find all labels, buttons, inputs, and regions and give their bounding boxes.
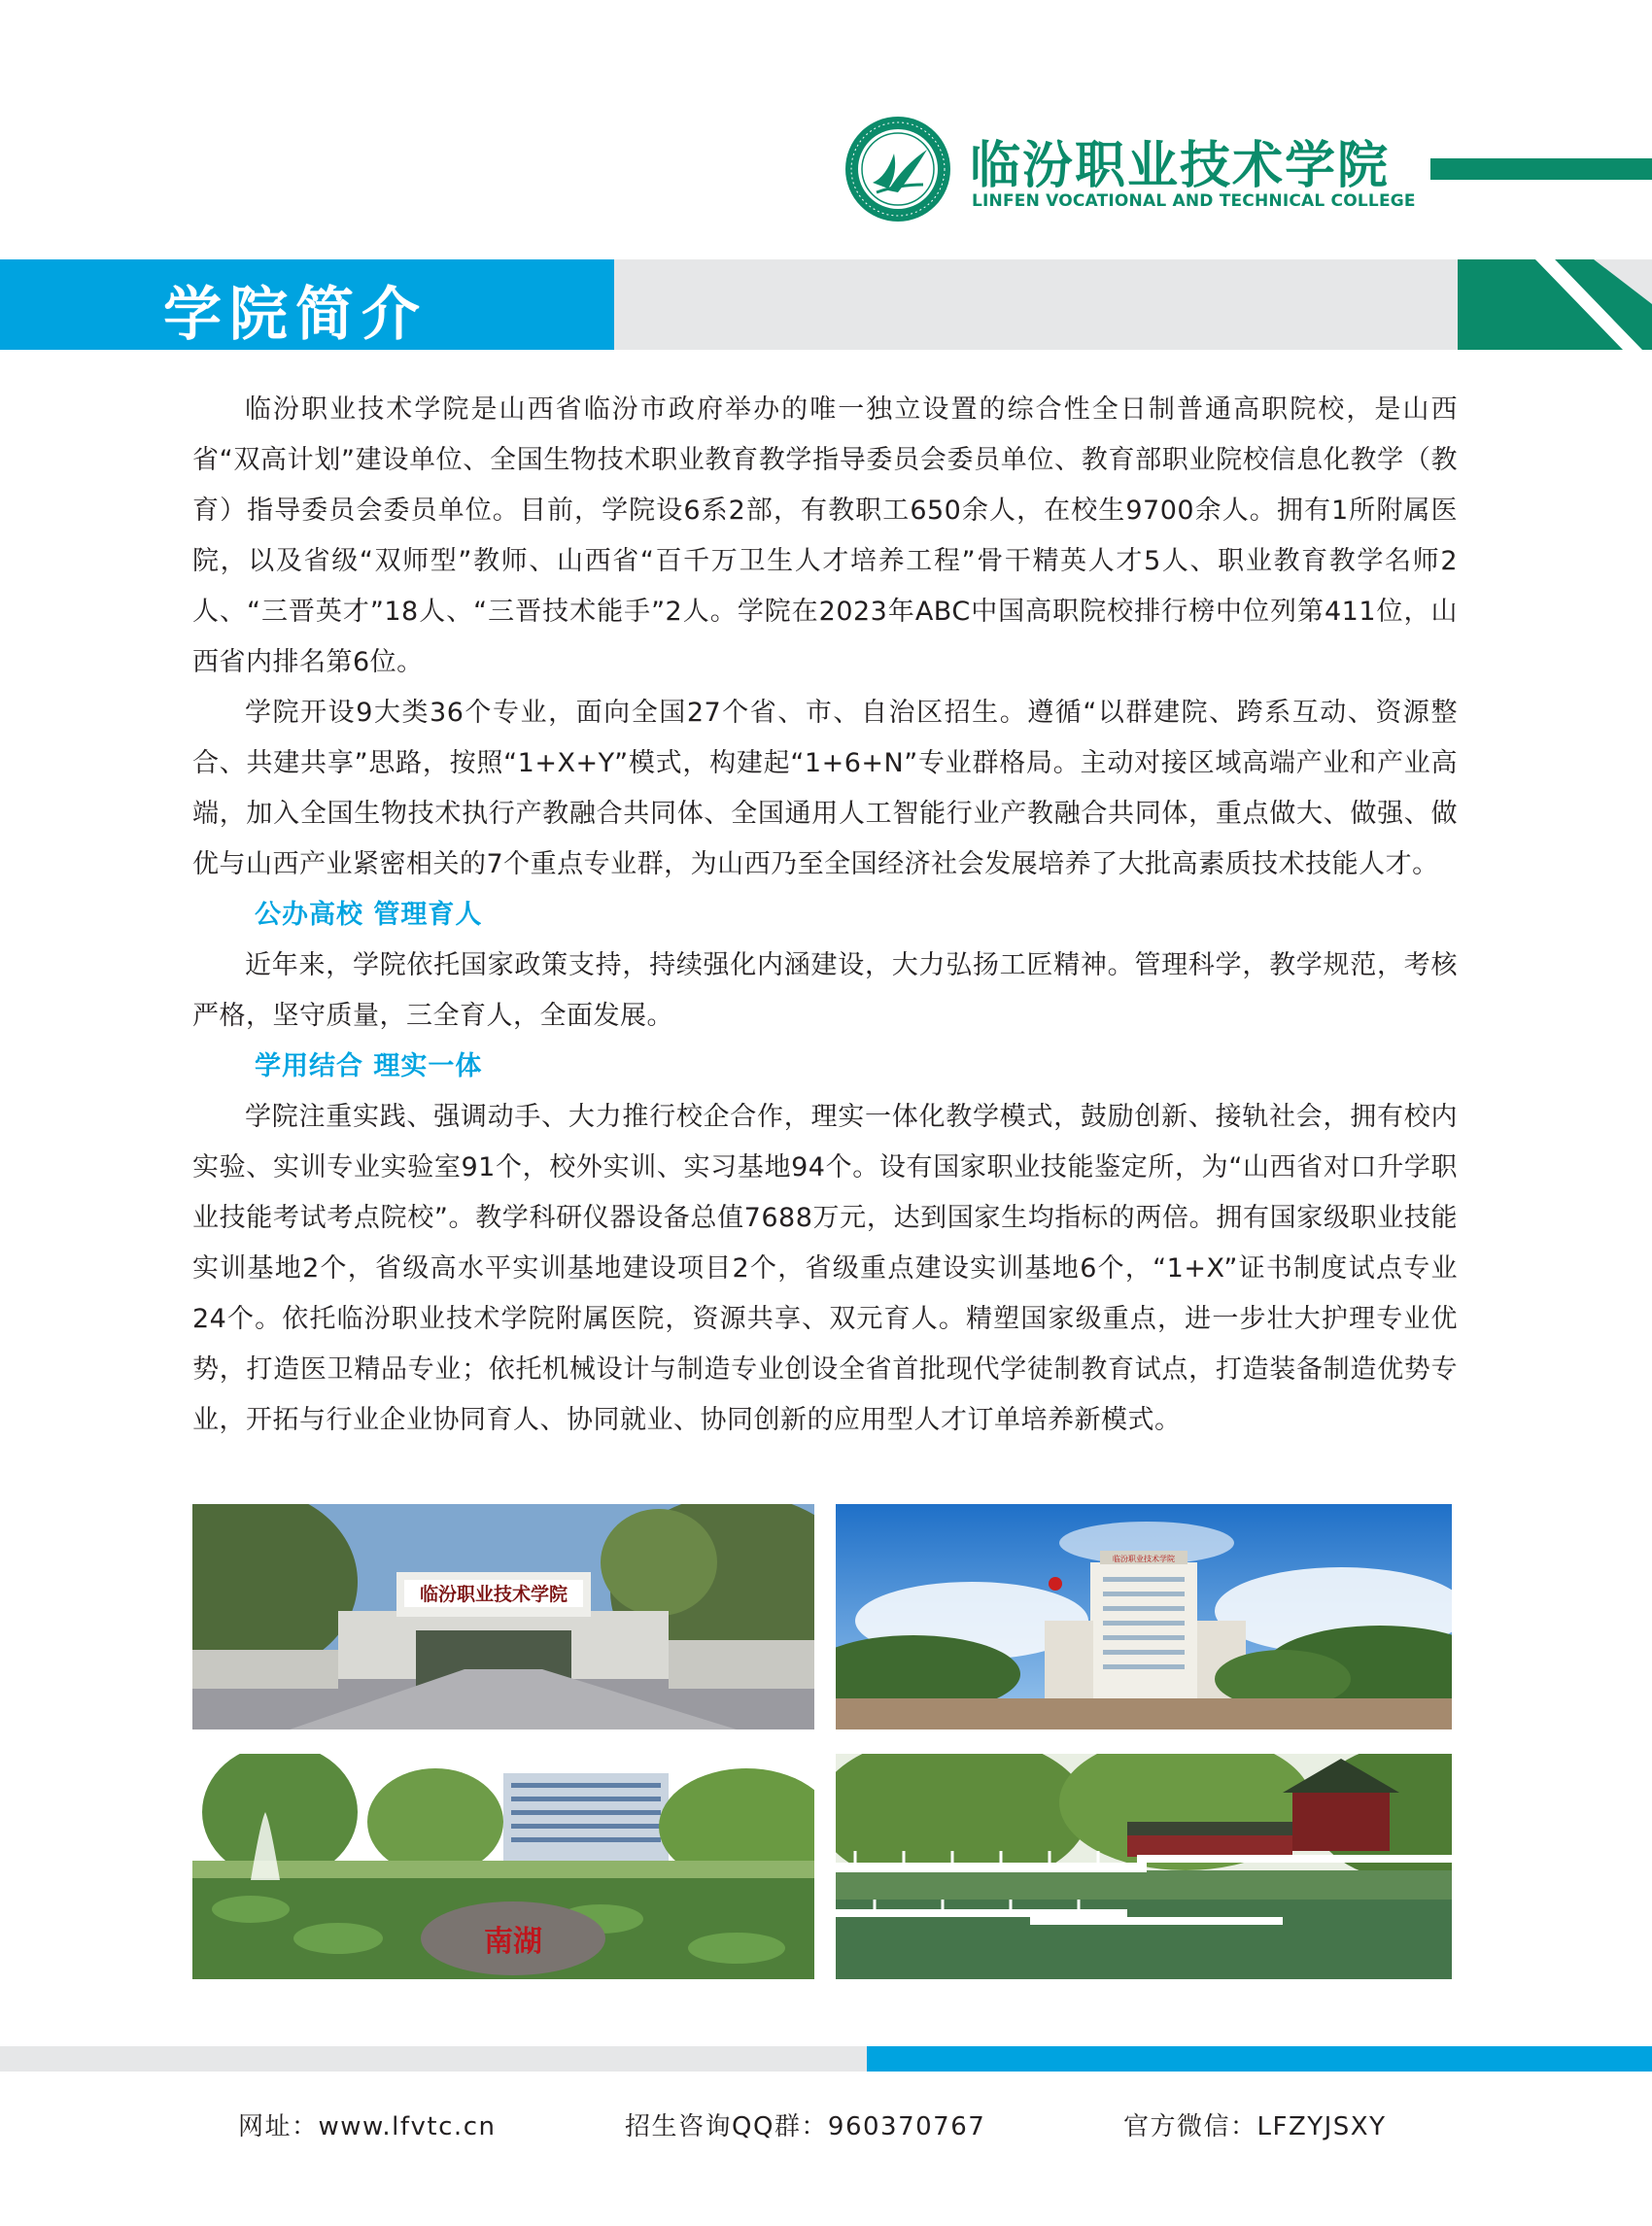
subheading-management: 公办高校 管理育人 (255, 900, 483, 930)
title-band-decoration (1458, 259, 1652, 350)
footer-bar-grey (0, 2046, 867, 2072)
subheading-practice: 学用结合 理实一体 (255, 1051, 483, 1081)
intro-paragraph-1: 临汾职业技术学院是山西省临汾市政府举办的唯一独立设置的综合性全日制普通高职院校，是山西省“双高计划”建设单位、全国生物技术职业教育教学指导委员会委员单位、教育部职业院校信息化教学（教育）指导委员会委员单位。目前，学院设6系2部，有教职工650余人，在校生9700余人。拥有1所附属医院，以及省级“双师型”教师、山西省“百千万卫生人才培养工程”骨干精英人才5人、职业教育教学名师2人、“三晋英才”18人、“三晋技术能手”2人。学院在2023年ABC中国高职院校排行榜中位列第411位，山西省内排名第6位。 (192, 394, 1458, 677)
footer-qq-group: 招生咨询QQ群：960370767 (625, 2112, 986, 2141)
main-building-photo (836, 1504, 1452, 1729)
campus-gate-photo (192, 1504, 814, 1729)
section-title: 学院简介 (163, 281, 428, 349)
college-name-cn: 临汾职业技术学院 (970, 137, 1391, 195)
footer-bar-blue (867, 2046, 1652, 2072)
header-accent-bar (1430, 158, 1652, 180)
college-name-en: LINFEN VOCATIONAL AND TECHNICAL COLLEGE (972, 191, 1416, 211)
intro-paragraph-4: 学院注重实践、强调动手、大力推行校企合作，理实一体化教学模式，鼓励创新、接轨社会，拥有校内实验、实训专业实验室91个，校外实训、实习基地94个。设有国家职业技能鉴定所，为“山西省对口升学职业技能考试考点院校”。教学科研仪器设备总值7688万元，达到国家生均指标的两倍。拥有国家级职业技能实训基地2个，省级高水平实训基地建设项目2个，省级重点建设实训基地6个，“1+X”证书制度试点专业24个。依托临汾职业技术学院附属医院，资源共享、双元育人。精塑国家级重点，进一步壮大护理专业优势，打造医卫精品专业；依托机械设计与制造专业创设全省首批现代学徒制教育试点，打造装备制造优势专业，开拓与行业企业协同育人、协同就业、协同创新的应用型人才订单培养新模式。 (192, 1102, 1458, 1435)
building-sign-text: 临汾职业技术学院 (1113, 1555, 1175, 1563)
footer-wechat: 官方微信：LFZYJSXY (1123, 2112, 1387, 2141)
footer-website[interactable]: 网址：www.lfvtc.cn (238, 2112, 497, 2141)
rock-inscription: 南湖 (484, 1925, 542, 1959)
pavilion-pond-photo (836, 1754, 1452, 1979)
lake-building-photo (192, 1754, 814, 1979)
intro-paragraph-3: 近年来，学院依托国家政策支持，持续强化内涵建设，大力弘扬工匠精神。管理科学，教学规范，考核严格，坚守质量，三全育人，全面发展。 (192, 950, 1458, 1031)
gate-sign-text: 临汾职业技术学院 (419, 1584, 568, 1605)
intro-content (192, 385, 1458, 1446)
college-logo-emblem (843, 115, 952, 223)
intro-paragraph-2: 学院开设9大类36个专业，面向全国27个省、市、自治区招生。遵循“以群建院、跨系互动、资源整合、共建共享”思路，按照“1+X+Y”模式，构建起“1+6+N”专业群格局。主动对接区域高端产业和产业高端，加入全国生物技术执行产教融合共同体、全国通用人工智能行业产教融合共同体，重点做大、做强、做优与山西产业紧密相关的7个重点专业群，为山西乃至全国经济社会发展培养了大批高素质技术技能人才。 (192, 698, 1458, 879)
